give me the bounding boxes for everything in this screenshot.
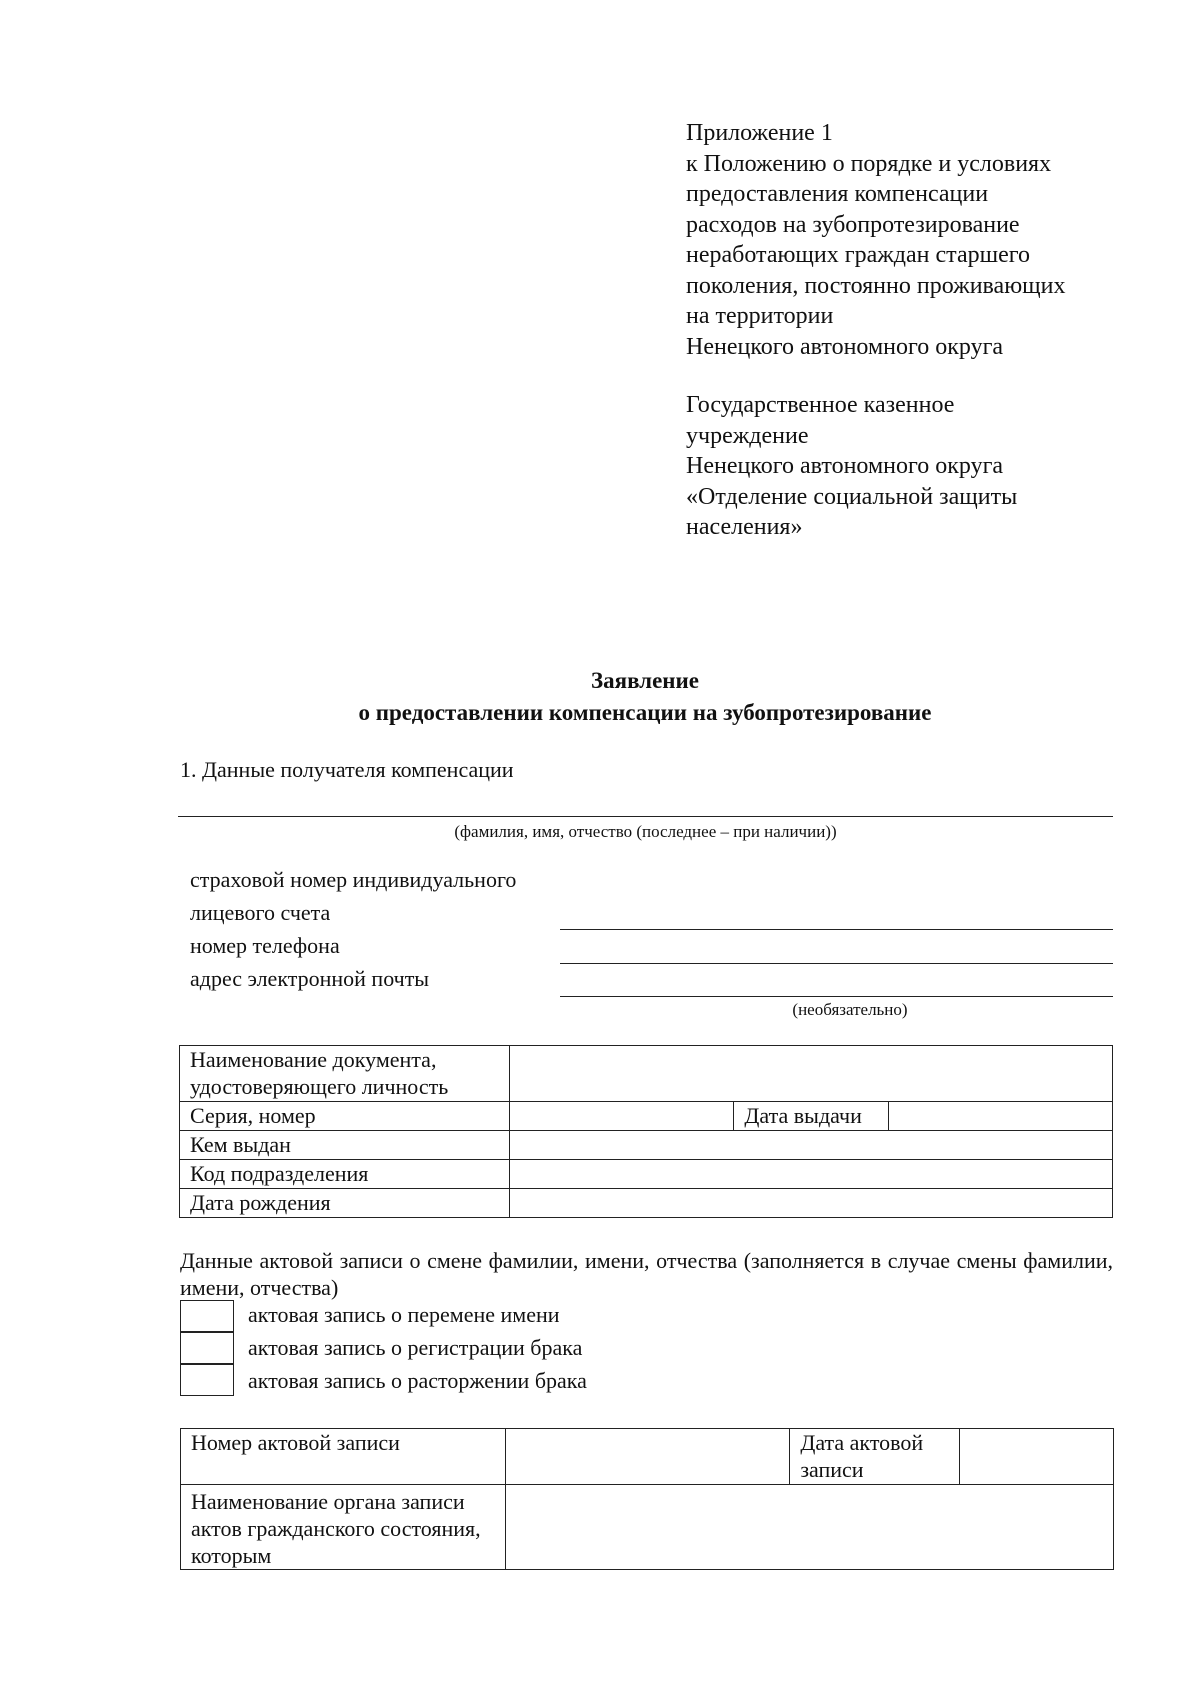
phone-label: номер телефона — [190, 933, 340, 958]
division-code-cell[interactable] — [509, 1160, 1112, 1189]
addressee-line: населения» — [686, 514, 803, 540]
addressee-block — [686, 390, 1166, 543]
appendix-line: на территории — [686, 303, 834, 329]
marriage-checkbox[interactable] — [180, 1332, 234, 1364]
appendix-line: Ненецкого автономного округа — [686, 333, 1004, 360]
addressee-line: «Отделение социальной защиты — [686, 483, 1018, 510]
issued-by-label: Кем выдан — [180, 1131, 510, 1160]
section-heading: 1. Данные получателя компенсации — [180, 757, 514, 782]
registry-organ-label: Наименование органа записи актов гражданского состояния, которым — [181, 1485, 506, 1570]
registry-organ-cell[interactable] — [505, 1485, 1113, 1570]
divorce-label: актовая запись о расторжении брака — [248, 1368, 587, 1393]
addressee-line: Государственное казенное — [686, 392, 955, 418]
document-title: Заявление — [590, 668, 700, 693]
appendix-line: предоставления компенсации — [686, 181, 989, 207]
appendix-line: Приложение 1 — [686, 120, 833, 146]
series-cell[interactable] — [509, 1102, 734, 1131]
divorce-checkbox[interactable] — [180, 1364, 234, 1396]
email-label: адрес электронной почты — [190, 966, 430, 991]
appendix-line: неработающих граждан старшего — [686, 242, 1030, 268]
snils-label-cont: лицевого счета — [190, 900, 331, 925]
issued-by-cell[interactable] — [509, 1131, 1112, 1160]
appendix-line: расходов на зубопротезирование — [686, 211, 1020, 238]
appendix-line: поколения, постоянно проживающих — [686, 272, 1066, 299]
addressee-line: учреждение — [686, 422, 809, 449]
document-subtitle: о предоставлении компенсации на зубопротезирование — [358, 700, 932, 725]
birth-date-label: Дата рождения — [180, 1189, 510, 1218]
appendix-header — [686, 118, 1166, 362]
birth-date-cell[interactable] — [509, 1189, 1112, 1218]
doc-name-cell[interactable] — [509, 1046, 1112, 1102]
name-change-label: актовая запись о перемене имени — [248, 1302, 560, 1327]
snils-label: страховой номер индивидуального — [190, 867, 517, 892]
appendix-line: к Положению о порядке и условиях — [686, 150, 1052, 177]
act-date-label: Дата актовой записи — [790, 1429, 960, 1485]
email-input-line[interactable] — [560, 996, 1113, 997]
marriage-label: актовая запись о регистрации брака — [248, 1335, 583, 1360]
phone-input-line[interactable] — [560, 963, 1113, 964]
fio-caption: (фамилия, имя, отчество (последнее – при наличии)) — [454, 822, 837, 841]
act-number-label: Номер актовой записи — [181, 1429, 506, 1485]
act-date-cell[interactable] — [960, 1429, 1114, 1485]
name-change-checkbox[interactable] — [180, 1300, 234, 1332]
doc-name-label: Наименование документа, удостоверяющего личность — [180, 1046, 510, 1102]
division-code-label: Код подразделения — [180, 1160, 510, 1189]
series-label: Серия, номер — [180, 1102, 510, 1131]
issue-date-cell[interactable] — [889, 1102, 1113, 1131]
issue-date-label: Дата выдачи — [734, 1102, 889, 1131]
act-record-table — [180, 1428, 1114, 1570]
optional-caption: (необязательно) — [792, 1000, 908, 1019]
act-number-cell[interactable] — [505, 1429, 790, 1485]
addressee-line: Ненецкого автономного округа — [686, 453, 1004, 479]
act-record-intro: Данные актовой записи о смене фамилии, имени, отчества (заполняется в случае смены фамилии, имени, отчества) — [180, 1248, 1113, 1300]
fio-input-line[interactable] — [178, 816, 1113, 817]
snils-input-line[interactable] — [560, 929, 1113, 930]
identity-table — [179, 1045, 1113, 1218]
